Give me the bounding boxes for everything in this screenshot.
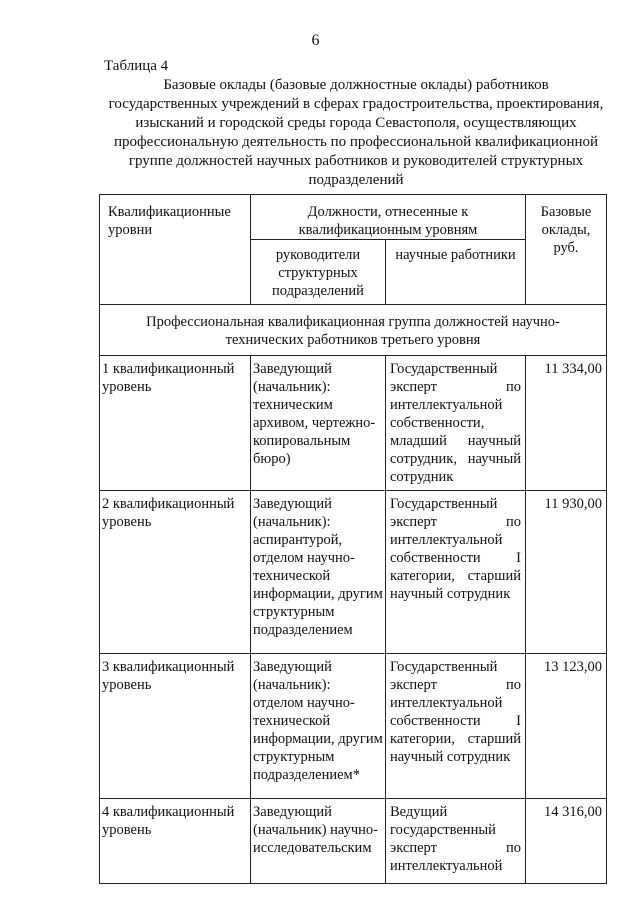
caption-line: профессиональную деятельность по профессиональной квалификационной xyxy=(113,134,599,150)
group-title: Профессиональная квалификационная группа должностей научно-технических работников третьего уровня xyxy=(100,305,607,356)
cell-salary: 14 316,00 xyxy=(526,799,607,884)
cell-heads: Заведующий (начальник) научно-исследовательским xyxy=(251,799,386,884)
caption-line: Базовые оклады (базовые должностные оклады) работников xyxy=(163,77,549,93)
header-heads: руководители структурных подразделений xyxy=(251,240,386,305)
group-row xyxy=(100,305,607,356)
cell-scientists: Государственный эксперт по интеллектуальной собственности I категории, старший научный сотрудник xyxy=(386,491,526,654)
cell-level: 1 квалификационный уровень xyxy=(100,356,251,491)
table-row xyxy=(100,491,607,654)
caption-line: изысканий и городской среды города Севастополя, осуществляющих xyxy=(135,115,577,131)
caption-line: группе должностей научных работников и руководителей структурных xyxy=(128,153,584,169)
cell-salary: 11 930,00 xyxy=(526,491,607,654)
page-number: 6 xyxy=(311,32,320,49)
table-header-row xyxy=(100,195,607,240)
table-caption xyxy=(96,76,616,190)
cell-salary: 11 334,00 xyxy=(526,356,607,491)
cell-level: 4 квалификационный уровень xyxy=(100,799,251,884)
cell-heads: Заведующий (начальник): отделом научно-технической информации, другим структурным подразделением* xyxy=(251,654,386,799)
caption-line: подразделений xyxy=(308,172,404,188)
cell-scientists: Государственный эксперт по интеллектуальной собственности, младший научный сотрудник, научный сотрудник xyxy=(386,356,526,491)
cell-level: 3 квалификационный уровень xyxy=(100,654,251,799)
table-label: Таблица 4 xyxy=(104,58,169,74)
caption-line: государственных учреждений в сферах градостроительства, проектирования, xyxy=(108,96,604,112)
table-row xyxy=(100,356,607,491)
table-row xyxy=(100,654,607,799)
cell-scientists: Государственный эксперт по интеллектуальной собственности I категории, старший научный сотрудник xyxy=(386,654,526,799)
cell-level: 2 квалификационный уровень xyxy=(100,491,251,654)
header-salary: Базовые оклады, руб. xyxy=(526,195,607,305)
cell-heads: Заведующий (начальник): аспирантурой, отделом научно-технической информации, другим структурным подразделением xyxy=(251,491,386,654)
cell-heads: Заведующий (начальник): техническим архивом, чертежно-копировальным бюро) xyxy=(251,356,386,491)
salary-table xyxy=(99,194,607,884)
header-scientists: научные работники xyxy=(386,240,526,305)
header-levels: Квалификационные уровни xyxy=(100,195,251,305)
cell-scientists: Ведущий государственный эксперт по интеллектуальной xyxy=(386,799,526,884)
table-row xyxy=(100,799,607,884)
header-positions: Должности, отнесенные к квалификационным уровням xyxy=(251,195,526,240)
cell-salary: 13 123,00 xyxy=(526,654,607,799)
